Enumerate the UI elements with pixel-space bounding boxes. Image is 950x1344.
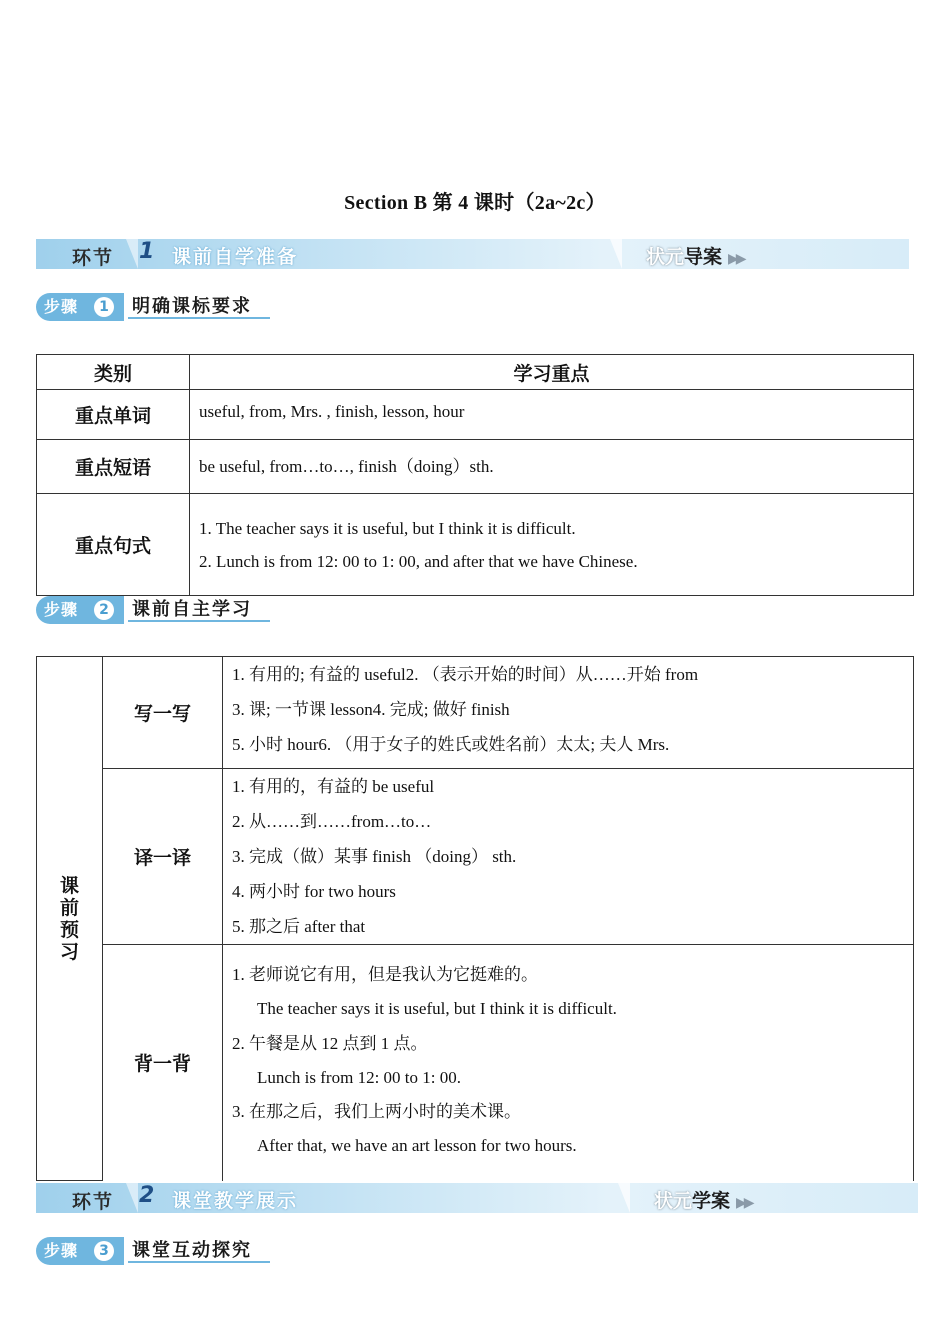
double-arrow-icon: ▶▶ [728,251,744,267]
banner-1-number: 1 [139,239,155,264]
content-line: 1. 老师说它有用，但是我认为它挺难的。 [232,965,538,984]
step-number-badge: 3 [94,1241,114,1261]
banner-2-part1: 环节 [72,1191,115,1213]
table-row [37,945,914,1181]
step-name: 课堂互动探究 [128,1237,270,1263]
page-title: Section B 第 4 课时（2a~2c） [344,192,606,214]
step-pill [36,1237,124,1265]
step-name: 明确课标要求 [128,293,270,319]
banner-1-part2: 课前自学准备 [172,246,299,268]
study-focus-table [36,354,914,596]
banner-1-brand [646,242,744,269]
side-char: 习 [59,940,79,963]
section-banner-1 [36,239,909,269]
side-char: 课 [59,874,79,897]
step-label-2 [36,596,270,624]
side-char: 前 [59,896,79,919]
content-line: 3. 完成（做）某事 finish （doing） sth. [232,847,517,866]
row-value [190,390,914,440]
section-banner-2 [36,1183,918,1213]
row-line: be useful, from…to…, finish（doing）sth. [199,457,494,476]
table-row [37,390,914,440]
banner-2-brand [654,1186,752,1213]
banner-1-part4: 导案 [684,246,723,268]
row-line: 2. Lunch is from 12: 00 to 1: 00, and after that we have Chinese. [199,551,638,571]
content-line: 1. 有用的，有益的 be useful [232,777,435,796]
banner-1-part1: 环节 [72,247,115,269]
section-label-recite: 背一背 [103,945,223,1181]
table-row [37,494,914,596]
step-number-badge: 1 [94,297,114,317]
section-content-write [223,657,914,769]
section-label-translate: 译一译 [103,769,223,945]
content-line: 1. 有用的; 有益的 useful2. （表示开始的时间）从……开始 from [232,665,699,684]
content-line: 2. 从……到……from…to… [232,812,432,831]
row-value [190,494,914,596]
content-line: 3. 在那之后，我们上两小时的美术课。 [232,1102,521,1121]
content-line: After that, we have an art lesson for two hours. [257,1136,577,1155]
step-word: 步骤 [44,600,79,619]
preview-table [36,656,914,1181]
content-line: 5. 那之后 after that [232,917,366,936]
content-line: Lunch is from 12: 00 to 1: 00. [257,1067,461,1087]
step-label-3 [36,1237,270,1265]
content-line: 4. 两小时 for two hours [232,882,396,901]
banner-2-part3: 状元 [654,1190,693,1212]
section-content-translate [223,769,914,945]
step-name: 课前自主学习 [128,596,270,622]
content-line: 5. 小时 hour6. （用于女子的姓氏或姓名前）太太; 夫人 Mrs. [232,735,670,754]
table-row [37,769,914,945]
row-category: 重点单词 [37,390,190,440]
step-word: 步骤 [44,1241,79,1260]
section-label-write: 写一写 [103,657,223,769]
banner-2-number: 2 [139,1183,155,1208]
content-line: 3. 课; 一节课 lesson4. 完成; 做好 finish [232,700,510,719]
content-line: 2. 午餐是从 12 点到 1 点。 [232,1033,428,1053]
row-value [190,440,914,494]
preview-side-label [37,657,103,1181]
banner-2-part4: 学案 [692,1190,731,1212]
banner-1-part3: 状元 [646,246,685,268]
table-row [37,657,914,769]
table-header-focus: 学习重点 [190,355,914,390]
row-line: useful, from, Mrs. , finish, lesson, hour [199,402,465,421]
banner-2-part2: 课堂教学展示 [172,1190,299,1212]
side-char: 预 [59,918,79,941]
table-row [37,440,914,494]
table-header-category: 类别 [37,355,190,390]
section-content-recite [223,945,914,1181]
double-arrow-icon: ▶▶ [736,1195,752,1211]
step-pill [36,293,124,321]
step-label-1 [36,293,270,321]
row-category: 重点句式 [37,494,190,596]
step-pill [36,596,124,624]
step-number-badge: 2 [94,600,114,620]
row-line: 1. The teacher says it is useful, but I think it is difficult. [199,518,576,538]
content-line: The teacher says it is useful, but I think it is difficult. [257,999,617,1018]
row-category: 重点短语 [37,440,190,494]
step-word: 步骤 [44,297,79,316]
